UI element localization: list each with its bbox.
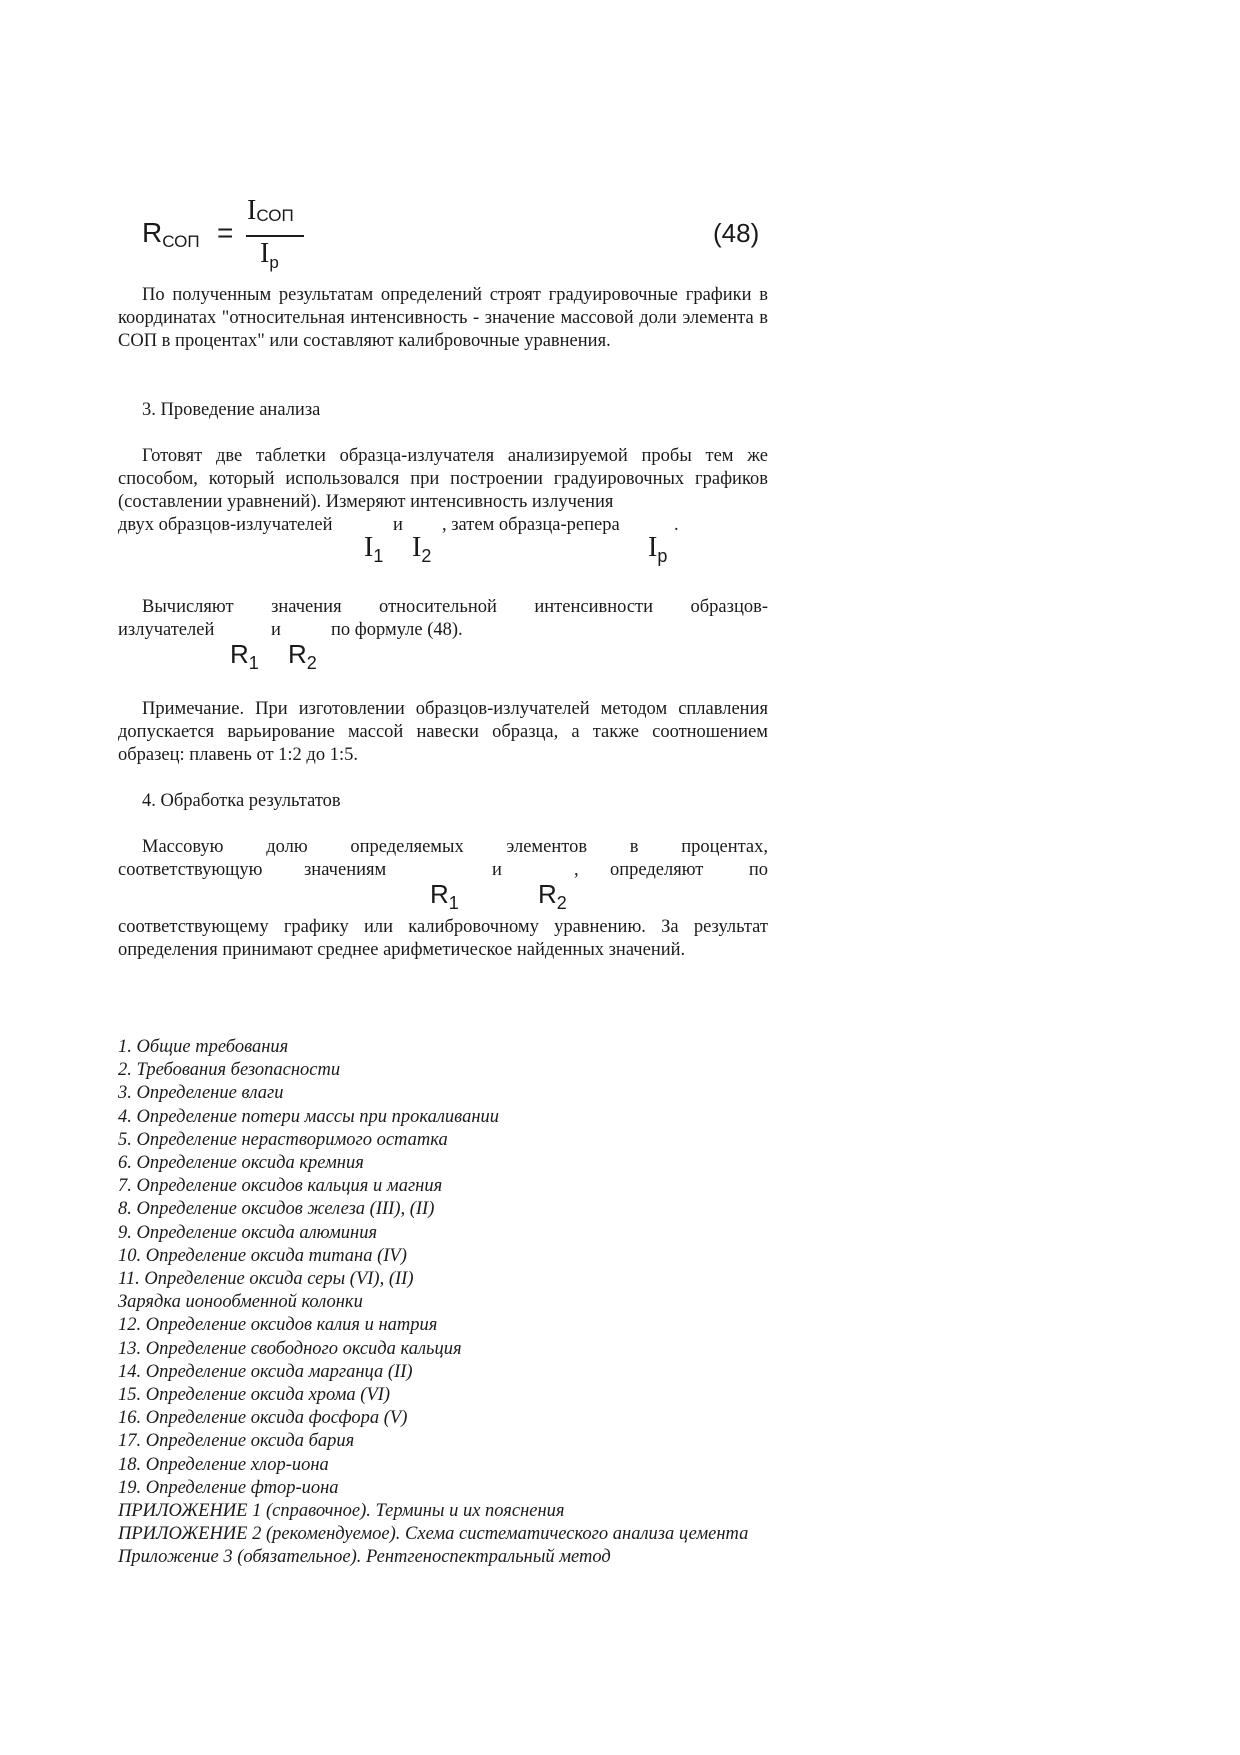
paragraph-mass-fraction-line1: Массовую долю определяемых элементов в процентах, [142,837,768,857]
section-heading-analysis: 3. Проведение анализа [142,400,321,420]
toc-item[interactable]: Зарядка ионообменной колонки [118,1292,363,1313]
symbol-ip: $I_р$ [648,532,668,566]
paragraph-mass-fraction [118,836,768,882]
toc-item[interactable]: 17. Определение оксида бария [118,1431,355,1452]
toc-item[interactable]: Приложение 3 (обязательное). Рентгеноспектральный метод [118,1547,611,1568]
paragraph-graduation: По полученным результатам определений строят градуировочные графики в координатах "относительная интенсивность - значение массовой доли элемента в СОП в процентах" или составляют калибровочные уравнения. [118,285,768,351]
formula-number: (48) [713,218,760,248]
symbol-r1-b: $R_1$ [430,879,459,913]
paragraph-result: соответствующему графику или калибровочному уравнению. За результат определения принимают среднее арифметическое найденных значений. [118,917,768,960]
toc-item[interactable]: 1. Общие требования [118,1037,289,1057]
toc-item[interactable]: ПРИЛОЖЕНИЕ 1 (справочное). Термины и их пояснения [118,1501,565,1522]
paragraph-measurement-last-line: двух образцов-излучателей и , затем образца-репера . [118,515,679,535]
paragraph-note: Примечание. При изготовлении образцов-излучателей методом сплавления допускается варьирование массой навески образца, а также соотношением образец: плавень от 1:2 до 1:5. [118,699,768,765]
formula-numerator: $I_{СОП}$ [247,195,294,226]
section-heading-results: 4. Обработка результатов [142,791,341,811]
toc-item[interactable]: 19. Определение фтор-иона [118,1477,339,1498]
toc-item[interactable]: 8. Определение оксидов железа (III), (II) [118,1199,435,1220]
toc-item[interactable]: 2. Требования безопасности [118,1060,341,1081]
symbol-r1-a: $R_1$ [230,639,259,673]
fraction-bar [246,235,304,237]
toc-item[interactable]: 10. Определение оксида титана (IV) [118,1245,407,1266]
formula-equals: = [217,217,234,248]
paragraph-relative-intensity-line1: Вычисляют значения относительной интенсивности образцов- [142,597,768,617]
symbol-r2-b: $R_2$ [538,879,567,913]
toc-item[interactable]: 4. Определение потери массы при прокаливании [118,1106,499,1127]
toc-item[interactable]: 14. Определение оксида марганца (II) [118,1361,413,1382]
toc-item[interactable]: 15. Определение оксида хрома (VI) [118,1385,391,1406]
paragraph-measurement: Готовят две таблетки образца-излучателя анализируемой пробы тем же способом, который использовался при построении градуировочных графиков (составлении уравнений). Измеряют интенсивность излучения [118,446,768,512]
symbol-r2-a: $R_2$ [288,639,317,673]
table-of-contents [118,1036,778,1570]
formula-lhs: $R_{СОП}$ [142,217,200,251]
toc-item[interactable]: 6. Определение оксида кремния [118,1153,364,1174]
paragraph-relative-intensity-line2: излучателей и по формуле (48). [118,620,463,640]
toc-item[interactable]: 12. Определение оксидов калия и натрия [118,1315,438,1336]
symbol-i1: $I_1$ [364,532,384,566]
paragraph-relative-intensity [118,596,768,642]
toc-item[interactable]: 13. Определение свободного оксида кальция [118,1338,462,1359]
toc-item[interactable]: 18. Определение хлор-иона [118,1454,329,1475]
toc-item[interactable]: 11. Определение оксида серы (VI), (II) [118,1269,414,1290]
toc-item[interactable]: 7. Определение оксидов кальция и магния [118,1176,443,1197]
symbol-i2: $I_2$ [412,532,432,566]
toc-item[interactable]: 16. Определение оксида фосфора (V) [118,1408,408,1429]
toc-item[interactable]: 3. Определение влаги [118,1083,284,1104]
toc-item[interactable]: 9. Определение оксида алюминия [118,1222,378,1243]
paragraph-mass-fraction-line2: соответствующую значениям и , определяют по [118,860,768,880]
toc-item[interactable]: 5. Определение нерастворимого остатка [118,1129,448,1150]
formula-denominator: $I_р$ [260,238,279,272]
toc-item[interactable]: ПРИЛОЖЕНИЕ 2 (рекомендуемое). Схема систематического анализа цемента [118,1524,749,1545]
